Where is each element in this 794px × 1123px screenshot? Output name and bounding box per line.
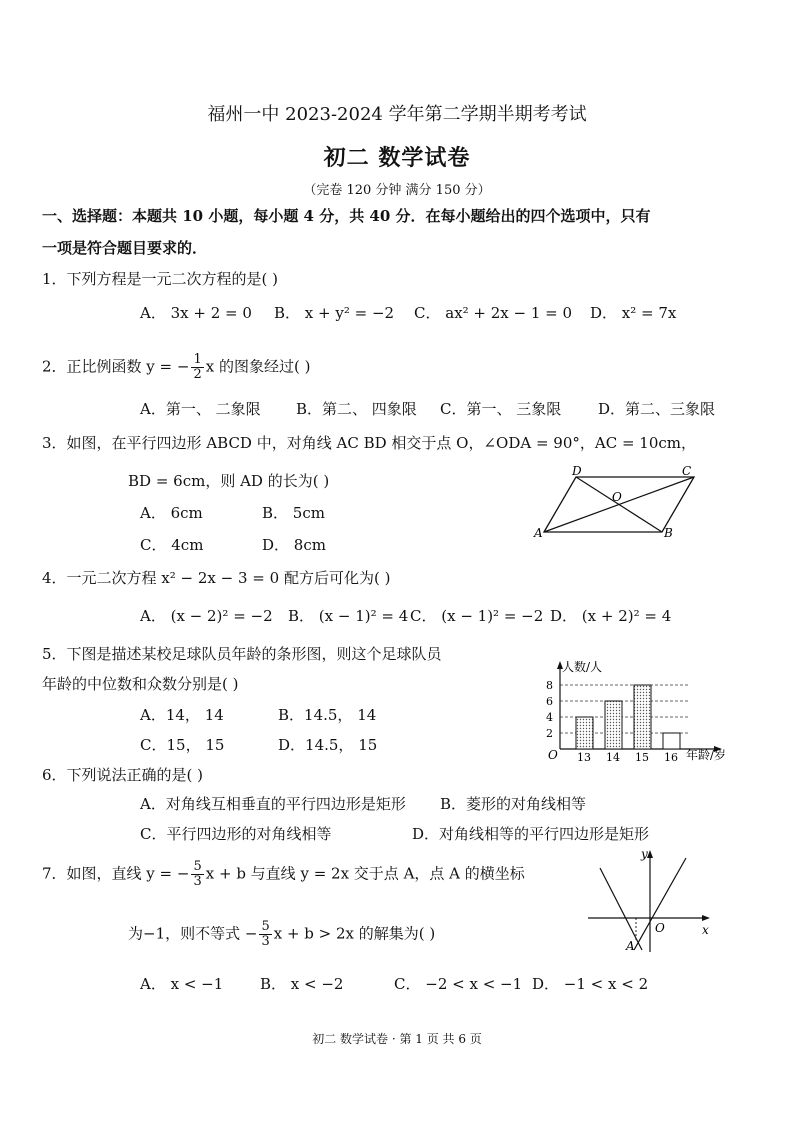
q7-lines-figure bbox=[584, 846, 714, 956]
school-line: 福州一中 2023-2024 学年第二学期半期考考试 bbox=[207, 104, 587, 125]
q3-option-d: D． 8cm bbox=[262, 536, 326, 554]
x-tick-label: 16 bbox=[664, 751, 678, 764]
q3-option-a: A． 6cm bbox=[140, 504, 203, 522]
q7-label-x: x bbox=[702, 923, 709, 937]
q7-stem-line1 bbox=[42, 860, 525, 889]
q5-bar-chart bbox=[540, 655, 736, 765]
q3-parallelogram-figure bbox=[528, 465, 708, 540]
q6-option-c: C．平行四边形的对角线相等 bbox=[140, 825, 332, 843]
q7-label-o: O bbox=[655, 921, 665, 935]
q2-fraction bbox=[191, 353, 203, 382]
section-heading-line2: 一项是符合题目要求的． bbox=[42, 239, 208, 257]
line-y-neg-5-3x-plus-b bbox=[600, 868, 642, 950]
q5-stem-line2: 年龄的中位数和众数分别是( ) bbox=[42, 675, 239, 693]
y-tick-label: 2 bbox=[546, 727, 553, 740]
q7-fraction-2 bbox=[259, 920, 271, 949]
q7-frac1-den: 3 bbox=[193, 874, 202, 889]
y-tick-label: 8 bbox=[546, 679, 553, 692]
q6-stem: 6．下列说法正确的是( ) bbox=[42, 766, 204, 784]
chart-xlabel: 年龄/岁 bbox=[686, 748, 727, 762]
q5-option-d: D．14.5， 15 bbox=[278, 736, 378, 754]
q3-option-b: B． 5cm bbox=[262, 504, 325, 522]
q6-option-d: D．对角线相等的平行四边形是矩形 bbox=[412, 825, 650, 843]
q3-stem-line1: 3．如图，在平行四边形 ABCD 中，对角线 AC BD 相交于点 O，∠ODA = 90°，AC = 10cm， bbox=[42, 434, 696, 452]
label-o: O bbox=[612, 490, 622, 504]
diagonal-bd bbox=[576, 477, 662, 532]
label-d: D bbox=[572, 465, 582, 478]
q7-stem2-pre: 为−1，则不等式 − bbox=[128, 924, 258, 943]
q1-stem: 1．下列方程是一元二次方程的是( ) bbox=[42, 270, 279, 288]
q7-x-arrow bbox=[702, 915, 710, 921]
q3-stem-line2: BD = 6cm，则 AD 的长为( ) bbox=[128, 472, 330, 490]
x-tick-label: 14 bbox=[606, 751, 620, 764]
q5-option-b: B．14.5， 14 bbox=[278, 706, 377, 724]
q7-fraction-1 bbox=[191, 860, 203, 889]
q7-frac2-num: 5 bbox=[261, 919, 270, 934]
q7-label-a: A bbox=[626, 939, 635, 953]
page-title: 初二 数学试卷 bbox=[323, 145, 471, 171]
q7-stem1-post: x + b 与直线 y = 2x 交于点 A，点 A 的横坐标 bbox=[205, 864, 525, 883]
bar-16 bbox=[663, 733, 680, 749]
q5-option-c: C．15， 15 bbox=[140, 736, 225, 754]
x-tick-label: 15 bbox=[635, 751, 649, 764]
q2-stem bbox=[42, 353, 310, 382]
q7-frac1-num: 5 bbox=[193, 859, 202, 874]
page-footer: 初二 数学试卷 · 第 1 页 共 6 页 bbox=[312, 1032, 482, 1046]
y-tick-label: 4 bbox=[546, 711, 553, 724]
subtitle: （完卷 120 分钟 满分 150 分） bbox=[303, 183, 491, 198]
label-b: B bbox=[664, 526, 673, 540]
q3-option-c: C． 4cm bbox=[140, 536, 204, 554]
x-tick-label: 13 bbox=[577, 751, 591, 764]
q1-option-c: C． ax² + 2x − 1 = 0 bbox=[414, 304, 573, 322]
q5-stem-line1: 5．下图是描述某校足球队员年龄的条形图，则这个足球队员 bbox=[42, 645, 442, 663]
label-c: C bbox=[682, 465, 692, 478]
bar-13 bbox=[576, 717, 593, 749]
q7-label-y: y bbox=[641, 847, 648, 861]
label-a: A bbox=[534, 526, 543, 540]
q7-option-b: B． x < −2 bbox=[260, 975, 344, 993]
q4-option-d: D． (x + 2)² = 4 bbox=[550, 607, 672, 625]
chart-ylabel: 人数/人 bbox=[562, 660, 603, 674]
q2-stem-post: x 的图象经过( ) bbox=[205, 357, 311, 376]
bar-15 bbox=[634, 685, 651, 749]
q7-stem2-post: x + b > 2x 的解集为( ) bbox=[273, 924, 436, 943]
q7-stem1-pre: 7．如图，直线 y = − bbox=[42, 864, 190, 883]
q7-option-d: D． −1 < x < 2 bbox=[532, 975, 649, 993]
q5-option-a: A．14， 14 bbox=[140, 706, 224, 724]
q1-option-b: B． x + y² = −2 bbox=[274, 304, 395, 322]
q2-frac-num: 1 bbox=[193, 352, 202, 367]
q6-option-b: B．菱形的对角线相等 bbox=[440, 795, 587, 813]
q7-stem-line2 bbox=[128, 920, 435, 949]
q7-frac2-den: 3 bbox=[261, 934, 270, 949]
q1-option-a: A． 3x + 2 = 0 bbox=[140, 304, 252, 322]
q7-y-arrow bbox=[647, 850, 653, 858]
q2-frac-den: 2 bbox=[193, 367, 202, 382]
q4-option-b: B． (x − 1)² = 4 bbox=[288, 607, 409, 625]
line-y-2x bbox=[634, 858, 686, 950]
section-heading-line1: 一、选择题：本题共 10 小题，每小题 4 分，共 40 分．在每小题给出的四个选项中，只有 bbox=[42, 207, 651, 225]
q7-option-c: C． −2 < x < −1 bbox=[394, 975, 523, 993]
q7-option-a: A． x < −1 bbox=[140, 975, 224, 993]
q4-stem: 4．一元二次方程 x² − 2x − 3 = 0 配方后可化为( ) bbox=[42, 569, 391, 587]
y-tick-label: 6 bbox=[546, 695, 553, 708]
q6-option-a: A．对角线互相垂直的平行四边形是矩形 bbox=[140, 795, 406, 813]
q1-option-d: D． x² = 7x bbox=[590, 304, 677, 322]
q4-option-c: C． (x − 1)² = −2 bbox=[410, 607, 544, 625]
chart-origin: O bbox=[548, 748, 558, 762]
q2-option-a: A．第一、 二象限 bbox=[140, 400, 261, 418]
q4-option-a: A． (x − 2)² = −2 bbox=[140, 607, 273, 625]
q2-option-c: C．第一、 三象限 bbox=[440, 400, 562, 418]
q2-option-d: D．第二、三象限 bbox=[598, 400, 716, 418]
q2-option-b: B．第二、 四象限 bbox=[296, 400, 417, 418]
q2-stem-pre: 2．正比例函数 y = − bbox=[42, 357, 190, 376]
bar-14 bbox=[605, 701, 622, 749]
